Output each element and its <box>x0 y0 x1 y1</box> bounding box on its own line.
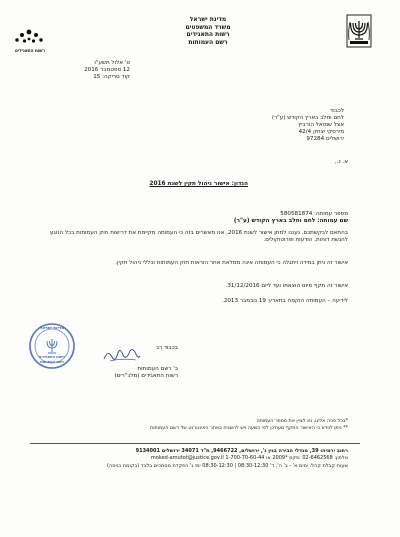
body-paragraph-4: לידיעה – העמותה הוקמה בתאריך 19 נובמבר 2013. <box>222 298 348 304</box>
header-authority: רשות התאגידים <box>186 31 230 38</box>
stamp-middle-text: רשות התאגידים <box>39 355 65 359</box>
body-paragraph-2: אישור זה ניתן במידה ויתגלה כי העמותה אינה ממלאת אחר הוראות חוק העמותות וכללי ניהול תקין. <box>115 260 348 266</box>
logo-caption: רשות התאגידים <box>15 48 45 53</box>
greeting: א. נ., <box>334 159 348 165</box>
org-name: שם עמותה: לחם וחלב בארץ הקודש (ע"ר) <box>233 218 348 224</box>
recipient-name: לחם וחלב בארץ הקודש (ע"ר) <box>271 115 344 121</box>
footer-address: רחוב ירמיהו 39, מגדלי הבירה בנין ג', ירושלים, 9466722, ת"ד 34071 ירושלים 9134001 <box>135 448 348 454</box>
subject-line: הנדון: אישור ניהול תקין לשנת 2016 <box>149 181 248 187</box>
org-number: מספר עמותה: 580581874 <box>280 211 348 217</box>
hebrew-date: ט' אלול תשע"ו <box>94 60 130 66</box>
footer-hours: שעות קבלת קהל: ימים א' - ב' ה', ד' 08:30-12:30 | 08:30-12:30 ימי ג' הפקדת מסמכים בלבד (בקומת כניסה) <box>106 462 348 469</box>
footer-divider <box>30 443 360 444</box>
ministry-header <box>168 16 248 46</box>
header-ministry: משרד המשפטים <box>185 23 231 31</box>
footer-phones: טלפון: 02-6462568 :פקס *2009 או 1-700-70-60-44 moked-amutot@justice.gov.il <box>150 455 348 462</box>
footnote-2: ** ניתן לוודא כי האישור התקף מעודכן לפי השעה ויש להשגיח באתר האינטרנט של רשם העמותות <box>150 426 348 431</box>
stamp-top-text: מדינת ישראל <box>39 325 65 330</box>
recipient-city: ירושלים 97284 <box>306 136 344 142</box>
recipient-salutation: לכבוד <box>330 108 344 114</box>
recipient-street: מירסקי יצחק 42/4 <box>298 129 344 135</box>
signatory-org: רשות התאגידים (מלכ"רים) <box>114 373 178 379</box>
header-registrar: רשם העמותות <box>188 38 228 46</box>
footnote-1: *בכל פניה אלינו, נא לציין את מספר העמותה <box>256 419 348 424</box>
footnotes <box>150 418 348 432</box>
body-paragraph-1: בהתאם לבקשתכם, נעננו למתן אישור לשנת 2016, אנו מאשרים בזה כי העמותה מקיימת את דרישות חוק העמותות בכל הנוגע להגשת דוחות, הודעות ופרוטוקולים. <box>49 230 348 244</box>
menorah-emblem-icon <box>346 14 372 48</box>
series-code: קוד סריקה: 15 <box>93 74 130 80</box>
closing-text: בכבוד רב <box>155 345 178 351</box>
date-block <box>60 60 130 81</box>
footer-contact <box>107 448 348 470</box>
recipient-care-of: אצל שמואל הורביץ <box>298 122 344 128</box>
org-fields <box>234 211 348 225</box>
signature-block <box>68 345 178 380</box>
recipient-address <box>272 108 344 143</box>
header-state: מדינת ישראל <box>189 16 227 23</box>
signatory-title: ב' רשם העמותות <box>137 366 178 372</box>
stamp-bottom-text: רשם העמותות <box>40 360 64 364</box>
body-paragraph-3: אישור זה תקף מיום הוצאתו ועד ליום 31/12/2016. <box>225 283 348 289</box>
gregorian-date: 12 ספטמבר 2016 <box>84 67 130 73</box>
